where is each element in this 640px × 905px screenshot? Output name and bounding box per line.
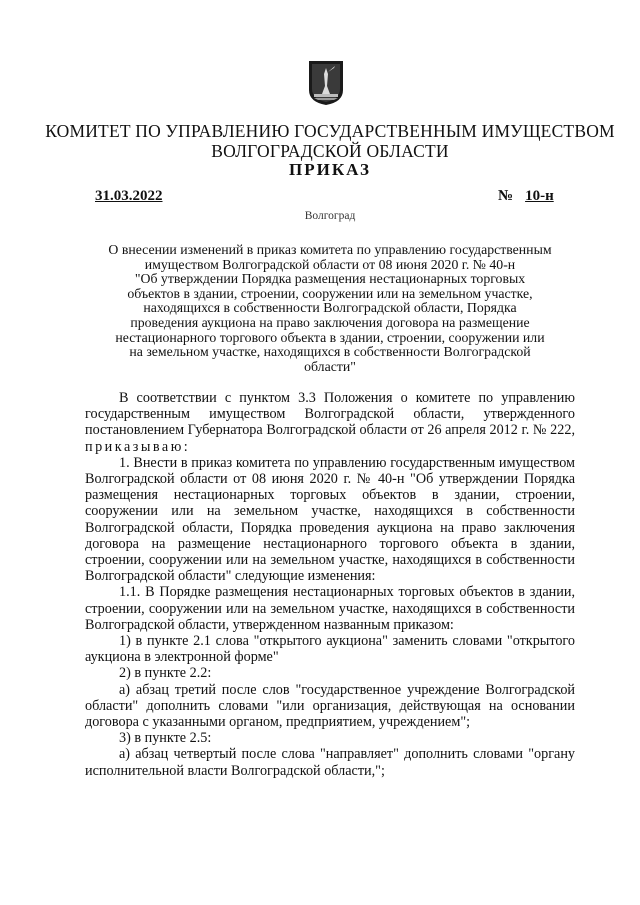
number-value: 10-н (525, 188, 554, 204)
subject-line-4: объектов в здании, строении, сооружении или на земельном участке, (127, 285, 533, 301)
body-paragraph-6: а) абзац третий после слов "государственное учреждение Волгоградской области" дополнить словами "или организация, действующая на основании договора с указанными органом, предприятием, учреждением"; (85, 681, 575, 731)
subject-line-5: находящихся в собственности Волгоградской области, Порядка (143, 300, 517, 316)
document-body (85, 390, 575, 779)
subject-line-8: на земельном участке, находящихся в собственности Волгоградской (129, 344, 531, 360)
subject-line-6: проведения аукциона на право заключения договора на размещение (130, 314, 530, 330)
document-type: ПРИКАЗ (289, 160, 371, 179)
subject-line-9: области" (304, 358, 356, 374)
preamble-text: В соответствии с пунктом 3.3 Положения о комитете по управлению государственным имуществом Волгоградской области, утвержденного постановлением Губернатора Волгоградской области от 26 апреля 2012 г. № 222, (85, 390, 575, 439)
document-number (498, 188, 558, 205)
subject-line-7: нестационарного торгового объекта в здании, строении, сооружении или (115, 329, 545, 345)
body-paragraph-1 (85, 390, 575, 455)
body-paragraph-3: 1.1. В Порядке размещения нестационарных торговых объектов в здании, строении, сооружении или на земельном участке, находящихся в собственности Волгоградской области, утвержденном названным приказом: (85, 584, 575, 633)
body-paragraph-5: 2) в пункте 2.2: (119, 665, 212, 682)
body-paragraph-4: 1) в пункте 2.1 слова "открытого аукциона" заменить словами "открытого аукциона в электронной форме" (85, 633, 575, 666)
org-line-1: КОМИТЕТ ПО УПРАВЛЕНИЮ ГОСУДАРСТВЕННЫМ ИМУЩЕСТВОМ (45, 121, 615, 141)
organization-name (40, 121, 620, 161)
volgograd-coat-of-arms-icon (308, 60, 344, 106)
order-word: приказываю: (85, 438, 191, 455)
subject-line-1: О внесении изменений в приказ комитета по управлению государственным (108, 242, 552, 257)
subject-line-3: "Об утверждении Порядка размещения нестационарных торговых (134, 271, 526, 287)
body-paragraph-7: 3) в пункте 2.5: (119, 730, 212, 747)
document-subject (70, 243, 590, 374)
body-paragraph-8: а) абзац четвертый после слова "направляет" дополнить словами "органу исполнительной власти Волгоградской области,"; (85, 746, 575, 779)
number-label: № (498, 188, 514, 204)
date-value: 31.03.2022 (95, 188, 163, 204)
city-name: Волгоград (304, 210, 356, 222)
org-line-2: ВОЛГОГРАДСКОЙ ОБЛАСТИ (211, 141, 449, 161)
subject-line-2: имуществом Волгоградской области от 08 июня 2020 г. № 40-н (144, 256, 516, 272)
document-date (81, 188, 177, 205)
body-paragraph-2: 1. Внести в приказ комитета по управлению государственным имуществом Волгоградской области от 08 июня 2020 г. № 40-н "Об утверждении Порядка размещения нестационарных торговых объектов в здании, строении, сооружении или на земельном участке, находящихся в собственности Волгоградской области, Порядка проведения аукциона на право заключения договора на размещение нестационарного торгового объекта в здании, строении, сооружении или на земельном участке, находящихся в собственности Волгоградской области" следующие изменения: (85, 454, 575, 585)
